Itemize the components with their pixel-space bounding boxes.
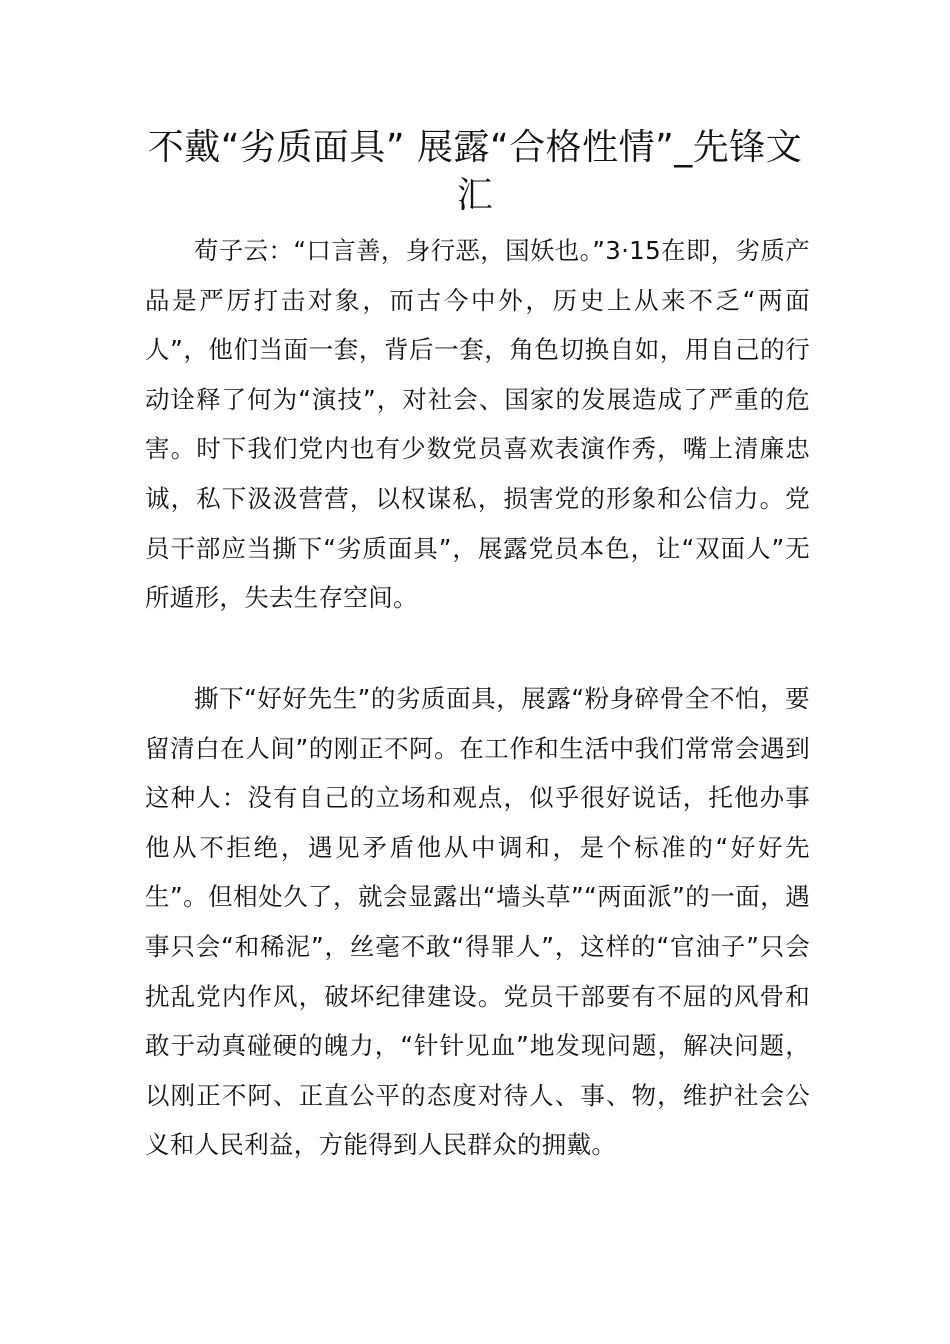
paragraph-2: 撕下“好好先生”的劣质面具，展露“粉身碎骨全不怕，要留清白在人间”的刚正不阿。在工作和生活中我们常常会遇到这种人：没有自己的立场和观点，似乎很好说话，托他办事他从不拒绝，遇见矛盾他从中调和，是个标准的“好好先生”。但相处久了，就会显露出“墙头草”“两面派”的一面，遇事只会“和稀泥”，丝毫不敢“得罪人”，这样的“官油子”只会扰乱党内作风，破坏纪律建设。党员干部要有不屈的风骨和敢于动真碰硬的魄力，“针针见血”地发现问题，解决问题，以刚正不阿、正直公平的态度对待人、事、物，维护社会公义和人民利益，方能得到人民群众的拥戴。 <box>145 684 810 1160</box>
document-title: 不戴“劣质面具” 展露“合格性情”_先锋文汇 <box>147 127 803 216</box>
paragraph-1: 荀子云：“口言善，身行恶，国妖也。”3·15在即，劣质产品是严厉打击对象，而古今中外，历史上从来不乏“两面人”，他们当面一套，背后一套，角色切换自如，用自己的行动诠释了何为“演技”，对社会、国家的发展造成了严重的危害。时下我们党内也有少数党员喜欢表演作秀，嘴上清廉忠诚，私下汲汲营营，以权谋私，损害党的形象和公信力。党员干部应当撕下“劣质面具”，展露党员本色，让“双面人”无所遁形，失去生存空间。 <box>145 236 810 613</box>
